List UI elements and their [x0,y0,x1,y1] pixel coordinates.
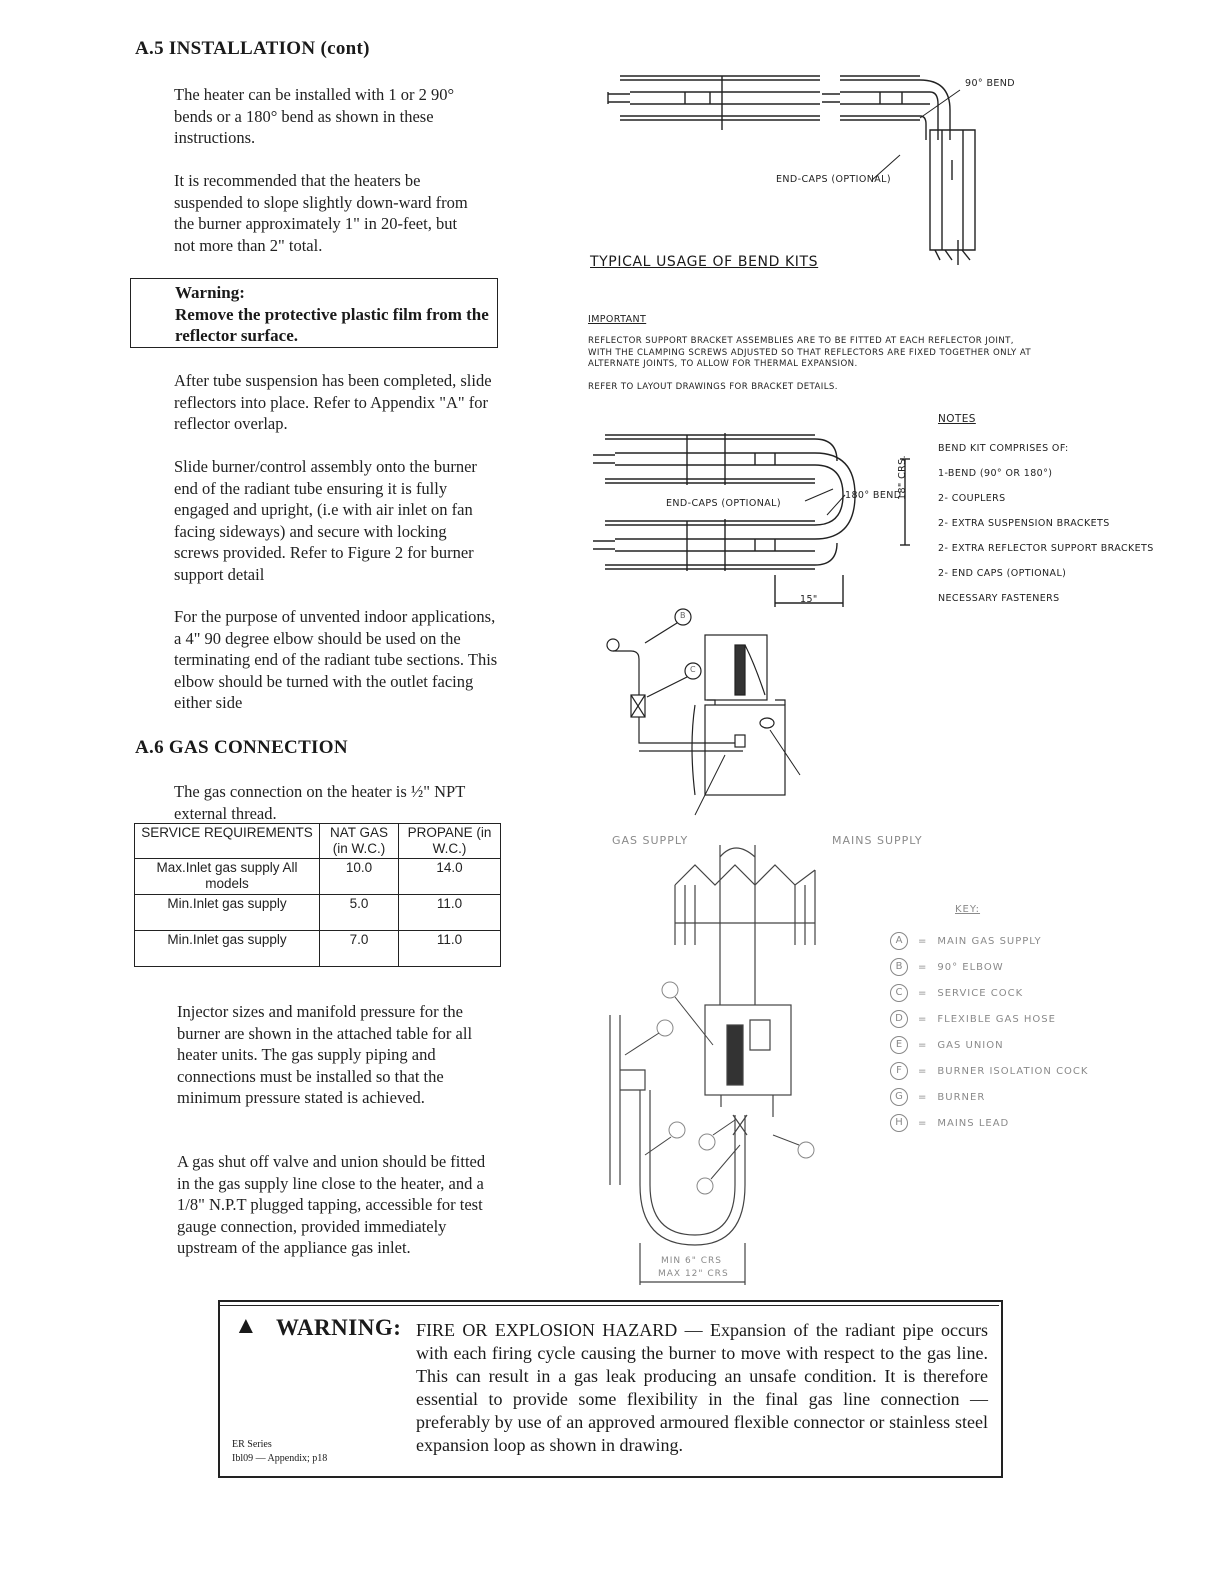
key-letter: D [890,1010,908,1028]
a5-paragraph-5: For the purpose of unvented indoor applications, a 4" 90 degree elbow should be used on the terminating end of the radiant tube sections. This elbow should be turned with the outlet facing either side [174,607,498,712]
table-cell: 11.0 [399,931,501,967]
endcap-mid-leader [805,489,833,501]
gas-connection-diagram [595,605,855,825]
table-cell: Min.Inlet gas supply [135,931,320,967]
key-letter: B [890,958,908,976]
a5-paragraph-3: After tube suspension has been completed, slide reflectors into place. Refer to Appendix "A" for reflector overlap. [174,371,492,433]
bend-kit-180-diagram [575,425,935,615]
warning-title: WARNING: [276,1315,402,1340]
a6-paragraph-1: Injector sizes and manifold pressure for the burner are shown in the attached table for all heater units. The gas supply piping and connections must be installed so that the minimum pressure stated is achieved. [177,1002,473,1107]
endcaps-label-top: END-CAPS (OPTIONAL) [776,174,891,185]
key-letter: A [890,932,908,950]
key-letter: G [890,1088,908,1106]
marker-a-circle [657,1020,673,1036]
key-text: SERVICE COCK [937,987,1024,999]
endcaps-label-mid: END-CAPS (OPTIONAL) [666,498,781,509]
key-text: FLEXIBLE GAS HOSE [937,1013,1056,1025]
key-list [890,928,1088,1136]
notes-item: BEND KIT COMPRISES OF: [938,443,1069,454]
important-title: IMPORTANT [588,314,647,325]
table-cell: 5.0 [320,895,399,931]
table-row [135,859,501,895]
key-text: MAINS LEAD [937,1117,1010,1129]
key-item: A = MAIN GAS SUPPLY [890,928,1088,954]
centres-label: 18" CRS. [897,455,908,500]
key-item: H = MAINS LEAD [890,1110,1088,1136]
key-item: E = GAS UNION [890,1032,1088,1058]
notes-title: NOTES [938,413,976,425]
key-item: D = FLEXIBLE GAS HOSE [890,1006,1088,1032]
key-text: 90° ELBOW [937,961,1004,973]
key-letter: H [890,1114,908,1132]
flexible-connection-diagram [595,845,835,1285]
key-item: F = BURNER ISOLATION COCK [890,1058,1088,1084]
bend-kits-caption: TYPICAL USAGE OF BEND KITS [590,254,819,270]
warning-text: FIRE OR EXPLOSION HAZARD — Expansion of the radiant pipe occurs with each firing cycle causing the burner to move with respect to the gas line. This can result in a gas leak producing an unsafe condition. It is therefore essential to provide some flexibility in the final gas line connection — preferably by use of an approved armoured flexible connector or stainless steel expansion loop as shown in drawing. [416,1320,988,1455]
table-header-cell: SERVICE REQUIREMENTS [135,824,320,859]
gas-supply-label: GAS SUPPLY [612,834,689,847]
key-letter: E [890,1036,908,1054]
notes-item: 2- EXTRA REFLECTOR SUPPORT BRACKETS [938,543,1154,554]
marker-f-circle [699,1134,715,1150]
marker-b-upper: B [680,611,686,620]
bend-180-label: 180° BEND [845,490,902,501]
marker-h-circle [798,1142,814,1158]
a5-paragraph-2: It is recommended that the heaters be suspended to slope slightly down-ward from the burner approximately 1" in 20-feet, but not more than 2" total. [174,171,468,255]
a5-paragraph-1: The heater can be installed with 1 or 2 90° bends or a 180° bend as shown in these instructions. [174,85,455,147]
marker-c-upper: C [690,665,696,674]
table-row [135,895,501,931]
table-cell: 11.0 [399,895,501,931]
width-label: 15" [800,594,818,605]
marker-g-circle [662,982,678,998]
notes-item: 2- COUPLERS [938,493,1006,504]
bend-90-label: 90° BEND [965,78,1015,89]
marker-e-circle [697,1178,713,1194]
film-warning-title: Warning: [175,283,245,302]
table-cell: Min.Inlet gas supply [135,895,320,931]
key-letter: C [890,984,908,1002]
key-text: MAIN GAS SUPPLY [937,935,1042,947]
key-item: G = BURNER [890,1084,1088,1110]
key-text: BURNER [937,1091,986,1103]
film-warning-box [130,278,498,348]
key-letter: F [890,1062,908,1080]
notes-item: NECESSARY FASTENERS [938,593,1060,604]
key-title: KEY: [955,904,981,915]
bend-kit-90-diagram [590,70,1010,270]
explosion-warning-box [218,1300,1003,1478]
footer-series: ER Series [232,1439,272,1450]
notes-item: 1-BEND (90° OR 180°) [938,468,1053,479]
table-cell: 10.0 [320,859,399,895]
a5-paragraph-4: Slide burner/control assembly onto the burner end of the radiant tube ensuring it is fully engaged and upright, (i.e with air inlet on fan facing sideways) and secure with locking screws provided. Refer to Figure 2 for burner support detail [174,457,477,584]
loop-max-label: MAX 12" CRS [658,1269,729,1279]
loop-min-label: MIN 6" CRS [661,1256,722,1266]
refer-text: REFER TO LAYOUT DRAWINGS FOR BRACKET DETAILS. [588,382,838,392]
table-cell: Max.Inlet gas supply All models [135,859,320,895]
marker-d-circle [669,1122,685,1138]
section-a6-heading: A.6 GAS CONNECTION [135,737,348,758]
table-header-cell: NAT GAS (in W.C.) [320,824,399,859]
table-header-cell: PROPANE (in W.C.) [399,824,501,859]
gas-pressure-table [134,823,501,967]
table-cell: 7.0 [320,931,399,967]
film-warning-text: Remove the protective plastic film from the reflector surface. [175,305,489,345]
table-cell: 14.0 [399,859,501,895]
key-text: BURNER ISOLATION COCK [937,1065,1089,1077]
warning-triangle-icon: ▲ [234,1313,258,1339]
footer-doc-ref: Ibl09 — Appendix; p18 [232,1453,328,1464]
key-item: B = 90° ELBOW [890,954,1088,980]
table-row [135,931,501,967]
key-text: GAS UNION [937,1039,1004,1051]
important-text: REFLECTOR SUPPORT BRACKET ASSEMBLIES ARE TO BE FITTED AT EACH REFLECTOR JOINT, WITH THE CLAMPING SCREWS ADJUSTED SO THAT REFLECTORS ARE FIXED TOGETHER ONLY AT ALTERNATE JOINTS, TO ALLOW FOR THERMAL EXPANSION. [588,336,1032,369]
table-header-row [135,824,501,859]
a6-intro: The gas connection on the heater is ½" NPT external thread. [174,782,465,823]
warning-top-rule [220,1302,999,1306]
mains-supply-label: MAINS SUPPLY [832,834,923,847]
gas-leader [695,755,725,815]
notes-item: 2- END CAPS (OPTIONAL) [938,568,1067,579]
notes-item: 2- EXTRA SUSPENSION BRACKETS [938,518,1110,529]
section-a5-heading: A.5 INSTALLATION (cont) [135,38,370,59]
a6-paragraph-2: A gas shut off valve and union should be fitted in the gas supply line close to the heater, and a 1/8" N.P.T plugged tapping, accessible for test gauge connection, provided immediately upstream of the appliance gas inlet. [177,1152,486,1257]
key-item: C = SERVICE COCK [890,980,1088,1006]
